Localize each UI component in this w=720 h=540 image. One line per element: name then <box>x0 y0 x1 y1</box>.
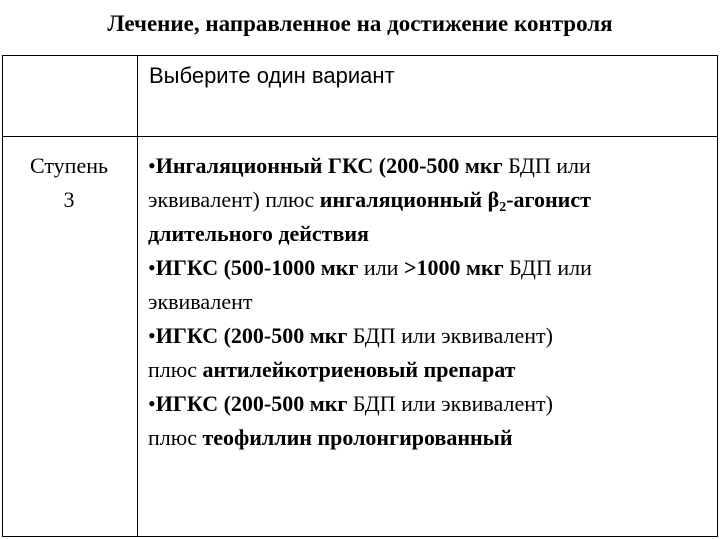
option-1-text: БДП или <box>502 153 591 178</box>
bullet: • <box>148 153 156 178</box>
option-4-text: БДП или эквивалент) <box>347 391 553 416</box>
option-4-text: плюс <box>148 425 203 450</box>
row-divider <box>3 136 717 137</box>
option-1-text: эквивалент) плюс <box>148 187 320 212</box>
option-1-line-3 <box>148 217 718 251</box>
slide-title: Лечение, направленное на достижение контроля <box>107 11 613 36</box>
option-3-drug: ИГКС (200-500 мкг <box>155 323 348 348</box>
option-4-line-1 <box>148 387 718 421</box>
option-4-line-2 <box>148 421 718 455</box>
treatment-table <box>2 55 718 537</box>
option-2-text: эквивалент <box>148 289 253 314</box>
option-1-drug: Ингаляционный ГКС (200-500 мкг <box>155 153 503 178</box>
step-label: Ступень <box>29 153 109 178</box>
options-cell <box>148 149 718 455</box>
option-2-drug: ИГКС (500-1000 мкг <box>155 255 359 280</box>
table-header: Выберите один вариант <box>149 63 395 88</box>
bullet: • <box>148 323 156 348</box>
step-number: 3 <box>63 187 75 212</box>
column-divider <box>137 56 138 536</box>
option-2-line-2 <box>148 285 718 319</box>
option-3-line-2 <box>148 353 718 387</box>
bullet: • <box>148 255 156 280</box>
option-1-subscript: 2 <box>499 200 507 215</box>
option-1-line-1 <box>148 149 718 183</box>
option-4-drug: ИГКС (200-500 мкг <box>155 391 348 416</box>
option-3-text: плюс <box>148 357 203 382</box>
option-3-addon: антилейкотриеновый препарат <box>202 357 516 382</box>
option-2-text: БДП или <box>503 255 592 280</box>
option-4-addon: теофиллин пролонгированный <box>202 425 513 450</box>
option-1-line-2 <box>148 183 718 217</box>
option-1-agonist-suffix: -агонист <box>506 187 591 212</box>
option-3-line-1 <box>148 319 718 353</box>
option-2-dose: >1000 мкг <box>403 255 504 280</box>
option-1-agonist: ингаляционный β <box>319 187 500 212</box>
option-3-text: БДП или эквивалент) <box>347 323 553 348</box>
option-1-duration: длительного действия <box>148 221 369 246</box>
option-2-line-1 <box>148 251 718 285</box>
option-2-text: или <box>358 255 404 280</box>
bullet: • <box>148 391 156 416</box>
step-cell <box>9 149 129 217</box>
